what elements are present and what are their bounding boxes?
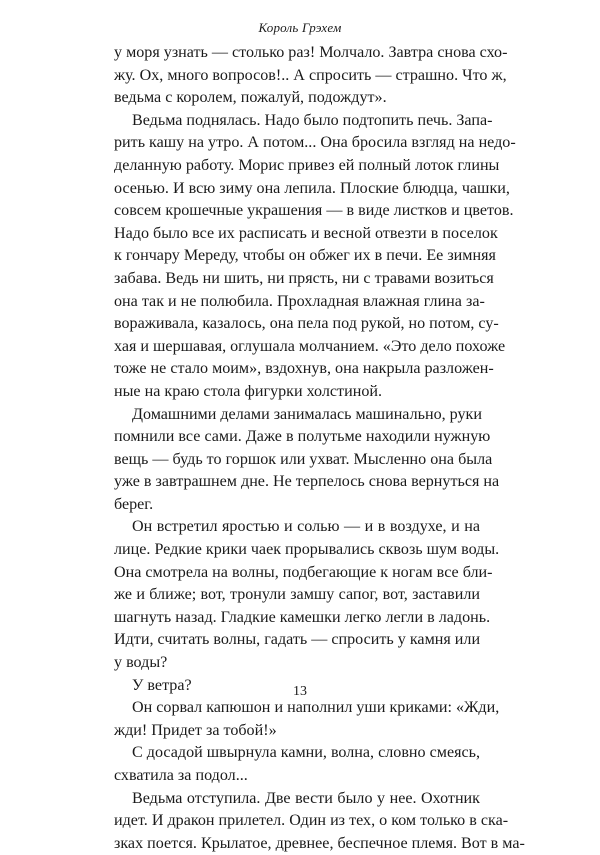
text-line: деланную работу. Морис привез ей полный лоток глины	[114, 156, 500, 174]
text-line: Он сорвал капюшон и наполнил уши криками: «Жди,	[132, 699, 500, 717]
text-line: зках поется. Крылатое, древнее, беспечное племя. Вот в ма-	[114, 834, 525, 852]
text-line: Он встретил яростью и солью — и в воздухе, и на	[132, 518, 480, 536]
text-line: Надо было все их расписать и весной отвезти в поселок	[114, 224, 498, 242]
text-line: ные на краю стола фигурки холстиной.	[114, 382, 382, 400]
paragraph	[114, 404, 500, 517]
text-line: Домашними делами занималась машинально, руки	[132, 405, 482, 423]
text-line: вещь — будь то горшок или ухват. Мысленно она была	[114, 450, 493, 468]
running-header: Король Грэхем	[258, 20, 342, 35]
paragraph	[114, 697, 500, 742]
paragraph	[114, 42, 508, 110]
body-text	[114, 42, 525, 855]
text-line: вораживала, казалось, она пела под рукой, но потом, су-	[114, 315, 499, 333]
text-line: жу. Ох, много вопросов!.. А спросить — страшно. Что ж,	[114, 66, 507, 84]
page-number: 13	[293, 684, 307, 699]
text-line: рить кашу на утро. А потом... Она бросила взгляд на недо-	[114, 134, 516, 152]
text-line: у воды?	[114, 654, 168, 672]
text-line: же и ближе; вот, тронули замшу сапог, вот, заставили	[114, 586, 480, 604]
paragraph	[114, 516, 500, 674]
text-line: помнили все сами. Даже в полутьме находили нужную	[114, 428, 491, 446]
paragraph	[114, 742, 480, 787]
text-line: у моря узнать — столько раз! Молчало. Завтра снова схо-	[114, 44, 508, 61]
text-line: уже в завтрашнем дне. Не терпелось снова вернуться на	[114, 473, 500, 491]
text-line: идет. И дракон прилетел. Один из тех, о ком только в ска-	[114, 812, 509, 830]
text-line: схватила за подол...	[114, 767, 248, 784]
text-line: Ведьма поднялась. Надо было подтопить печь. Запа-	[132, 111, 493, 129]
text-line: она так и не полюбила. Прохладная влажная глина за-	[114, 292, 485, 310]
text-line: С досадой швырнула камни, волна, словно смеясь,	[132, 744, 480, 762]
paragraph	[114, 788, 525, 855]
text-line: берег.	[114, 495, 154, 513]
text-line: ведьма с королем, пожалуй, подождут».	[114, 89, 387, 107]
text-line: У ветра?	[132, 676, 192, 694]
text-line: жди! Придет за тобой!»	[114, 721, 277, 739]
text-line: хая и шершавая, оглушала молчанием. «Это дело похоже	[114, 337, 506, 355]
text-line: Она смотрела на волны, подбегающие к ногам все бли-	[114, 563, 493, 581]
text-line: Идти, считать волны, гадать — спросить у камня или	[114, 631, 481, 649]
text-line: осенью. И всю зиму она лепила. Плоские блюдца, чашки,	[114, 179, 510, 197]
text-line: совсем крошечные украшения — в виде листков и цветов.	[114, 202, 514, 220]
text-line: к гончару Мереду, чтобы он обжег их в печи. Ее зимняя	[114, 247, 496, 265]
text-line: лице. Редкие крики чаек прорывались сквозь шум воды.	[114, 541, 500, 559]
text-line: забава. Ведь ни шить, ни прясть, ни с травами возиться	[114, 269, 494, 287]
text-line: Ведьма отступила. Две вести было у нее. Охотник	[132, 789, 480, 807]
text-line: шагнуть назад. Гладкие камешки легко легли в ладонь.	[114, 608, 491, 626]
text-line: тоже не стало моим», вздохнув, она накрыла разложен-	[114, 360, 494, 378]
paragraph	[114, 110, 516, 404]
